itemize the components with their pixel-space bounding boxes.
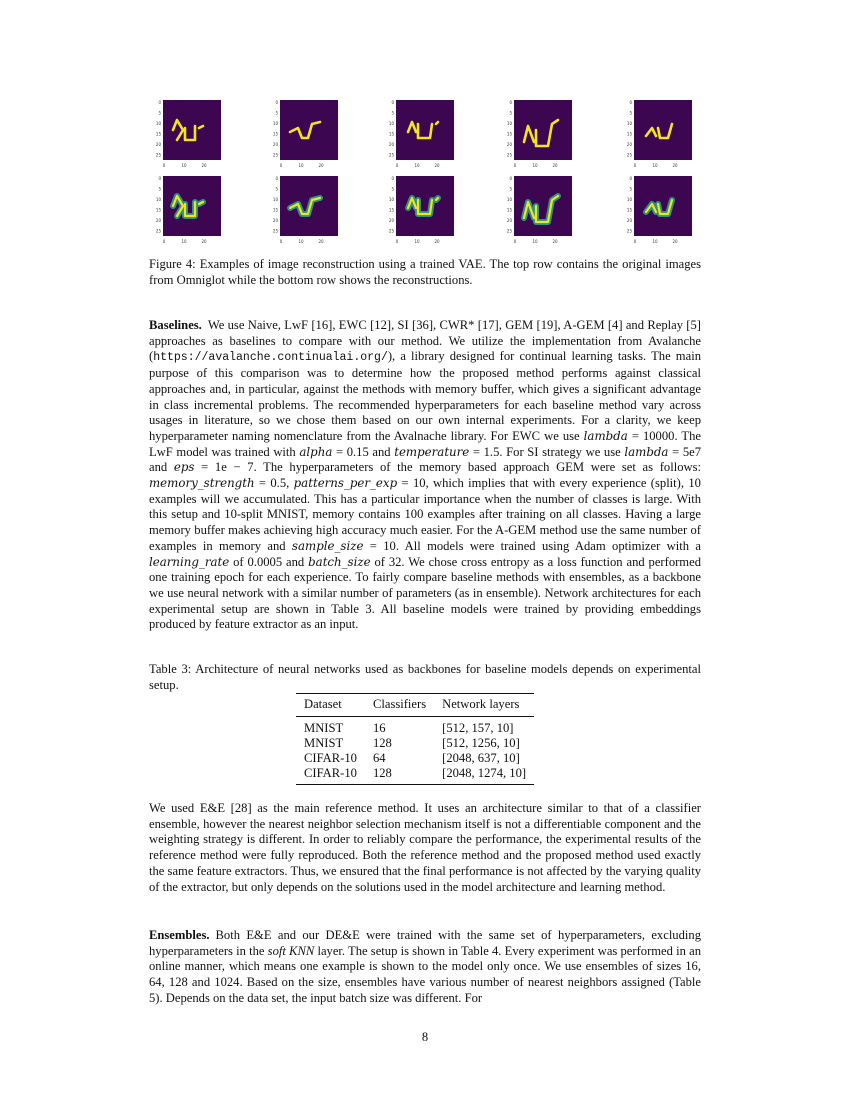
table-cell: [512, 157, 10]: [442, 721, 514, 735]
ensembles-heading: Ensembles.: [149, 928, 210, 942]
text-run: = 1.5. For SI strategy we use: [469, 444, 625, 459]
x-tick-label: 20: [318, 239, 324, 244]
text-run: = 5e7 and: [149, 444, 702, 475]
y-tick-label: 20: [626, 142, 632, 147]
x-tick-label: 10: [652, 239, 658, 244]
figure-caption: Figure 4: Examples of image reconstruction using a trained VAE. The top row contains the original images from Omniglot while the bottom row shows the reconstructions.: [149, 257, 701, 287]
text-run: of 0.0005 and: [229, 554, 309, 569]
math-var: batch_size: [308, 554, 371, 569]
y-tick-label: 10: [155, 121, 161, 126]
text-run: We use Naive, LwF [16], EWC [12], SI [36], CWR* [17], GEM [19], A-GEM [4] and Replay [5] approaches as baselines to compare with our method. We utilize the implementation from Avalanche (: [149, 318, 701, 364]
x-tick-label: 20: [434, 163, 440, 168]
y-tick-label: 15: [155, 131, 161, 137]
page-number: 8: [421, 1030, 429, 1044]
y-tick-label: 25: [155, 152, 161, 158]
x-tick-label: 0: [279, 239, 283, 244]
y-tick-label: 10: [626, 197, 632, 202]
y-tick-label: 10: [155, 197, 161, 202]
y-tick-label: 25: [272, 152, 278, 158]
y-tick-label: 15: [388, 131, 394, 137]
y-tick-label: 5: [629, 186, 632, 192]
x-tick-label: 0: [162, 239, 166, 244]
y-tick-label: 20: [388, 142, 394, 147]
x-tick-label: 20: [201, 239, 207, 244]
x-tick-label: 0: [395, 239, 399, 244]
y-tick-label: 20: [388, 218, 394, 223]
y-tick-label: 5: [391, 110, 394, 116]
image-background: [514, 176, 572, 236]
x-tick-label: 0: [162, 163, 166, 168]
x-tick-label: 10: [298, 163, 304, 168]
x-tick-label: 10: [181, 239, 187, 244]
y-tick-label: 15: [272, 207, 278, 213]
text-run: = 10000. The LwF model was trained with: [149, 428, 701, 459]
col-classifiers-header: Classifiers: [372, 697, 427, 711]
y-tick-label: 0: [275, 100, 278, 105]
original-image-1: [155, 100, 227, 168]
table-cell: CIFAR-10: [304, 766, 357, 780]
x-tick-label: 0: [395, 163, 399, 168]
y-tick-label: 0: [391, 100, 394, 105]
reconstruction-image-2: [272, 176, 344, 244]
table-row: [296, 736, 534, 751]
y-tick-label: 15: [506, 131, 512, 137]
table-cell: 128: [372, 736, 392, 750]
math-var: lambda: [583, 428, 628, 443]
image-background: [396, 176, 454, 236]
y-tick-label: 20: [626, 218, 632, 223]
text-run: Both E&E and our DE&E were trained with the same set of hyperparameters, excluding hyperparameters in the: [149, 928, 701, 958]
text-run: = 0.15 and: [332, 444, 395, 459]
y-tick-label: 0: [629, 176, 632, 181]
y-tick-label: 25: [155, 228, 161, 234]
table-cell: [2048, 637, 10]: [442, 751, 520, 765]
baselines-paragraph: [149, 318, 701, 633]
table-cell: CIFAR-10: [304, 751, 357, 765]
text-run: layer. The setup is shown in Table 4. Every experiment was performed in an online manner, which means one example is shown to the model only once. We use ensembles of sizes 16, 64, 128 and 1024. Based on the size, ensembles have various number of nearest neighbors assigned (Table 5). Depends on the data set, the input batch size was different. For: [149, 943, 702, 1005]
original-image-3: [388, 100, 460, 168]
math-var: patterns_per_exp: [293, 476, 398, 491]
image-background: [634, 100, 692, 160]
image-background: [634, 176, 692, 236]
y-tick-label: 25: [388, 228, 394, 234]
text-run: = 10, which implies that with every experience (split), 10 examples will we accumulated. This has a particular importance when the number of classes is large. With this setup and 10-split MNIST, memory contains 100 examples after training on all classes. Having a large memory buffer makes achieving high accuracy much easier. For the A-GEM method use the same number of examples in memory and: [149, 476, 701, 553]
math-var: alpha: [299, 444, 333, 459]
x-tick-label: 0: [633, 239, 637, 244]
table-cell: 128: [372, 766, 392, 780]
y-tick-label: 25: [388, 152, 394, 158]
y-tick-label: 5: [509, 186, 512, 192]
y-tick-label: 15: [626, 131, 632, 137]
math-var: lambda: [624, 444, 669, 459]
table-cell: MNIST: [304, 721, 344, 735]
x-tick-label: 20: [318, 163, 324, 168]
text-run: of 32. We chose cross entropy as a loss function and performed one training epoch for each experience. To fairly compare baseline methods with ensembles, as a backbone we use neural network with a similar number of parameters (as in ensemble). Network architectures for each experimental setup are shown in Table 3. All baseline models were trained by providing embeddings produced by feature extractor as an input.: [149, 554, 701, 632]
y-tick-label: 25: [506, 228, 512, 234]
math-var: sample_size: [291, 538, 364, 553]
y-tick-label: 25: [626, 152, 632, 158]
table-cell: [512, 1256, 10]: [442, 736, 520, 750]
image-background: [396, 100, 454, 160]
x-tick-label: 10: [414, 163, 420, 168]
col-dataset-header: Dataset: [304, 697, 342, 711]
original-image-4: [506, 100, 578, 168]
original-image-2: [272, 100, 344, 168]
original-image-5: [626, 100, 698, 168]
reconstruction-image-4: [506, 176, 578, 244]
y-tick-label: 10: [272, 197, 278, 202]
x-tick-label: 10: [532, 239, 538, 244]
ensembles-paragraph: [149, 928, 701, 1007]
y-tick-label: 10: [626, 121, 632, 126]
x-tick-label: 10: [652, 163, 658, 168]
y-tick-label: 5: [275, 186, 278, 192]
x-tick-label: 0: [279, 163, 283, 168]
y-tick-label: 0: [509, 176, 512, 181]
avalanche-url: https://avalanche.continualai.org/: [153, 351, 388, 365]
table-header-row: [296, 694, 534, 717]
y-tick-label: 20: [506, 218, 512, 223]
text-run: = 0.5,: [254, 476, 294, 491]
y-tick-label: 15: [506, 207, 512, 213]
table-row: [296, 766, 534, 785]
x-tick-label: 10: [181, 163, 187, 168]
table-cell: [2048, 1274, 10]: [442, 766, 527, 780]
y-tick-label: 5: [509, 110, 512, 116]
baselines-heading: Baselines.: [149, 318, 202, 332]
x-tick-label: 10: [414, 239, 420, 244]
table-row: [296, 751, 534, 766]
y-tick-label: 0: [158, 176, 161, 181]
y-tick-label: 5: [158, 110, 161, 116]
reconstruction-image-3: [388, 176, 460, 244]
y-tick-label: 25: [506, 152, 512, 158]
image-background: [514, 100, 572, 160]
y-tick-label: 15: [272, 131, 278, 137]
x-tick-label: 20: [672, 239, 678, 244]
x-tick-label: 20: [552, 239, 558, 244]
table-cell: MNIST: [304, 736, 344, 750]
y-tick-label: 10: [506, 121, 512, 126]
x-tick-label: 20: [201, 163, 207, 168]
x-tick-label: 20: [672, 163, 678, 168]
y-tick-label: 5: [158, 186, 161, 192]
ee-paragraph: We used E&E [28] as the main reference method. It uses an architecture similar to that of a classifier ensemble, however the nearest neighbor selection mechanism itself is not a differentiable component and the weighting strategy is different. In order to reliably compare the performance, the experimental results of the reference method were fully reproduced. Both the reference method and the proposed method used exactly the same feature extractors. Thus, we ensured that the final performance is not affected by the varying quality of the extractor, but only depends on the solutions used in the model architecture and learning method.: [149, 801, 701, 894]
y-tick-label: 10: [506, 197, 512, 202]
table-3: [296, 693, 534, 785]
y-tick-label: 5: [391, 186, 394, 192]
y-tick-label: 20: [155, 218, 161, 223]
y-tick-label: 10: [388, 197, 394, 202]
y-tick-label: 20: [155, 142, 161, 147]
y-tick-label: 10: [272, 121, 278, 126]
soft-knn-term: soft KNN: [267, 943, 315, 958]
y-tick-label: 5: [629, 110, 632, 116]
table-cell: 16: [372, 721, 386, 735]
x-tick-label: 0: [513, 163, 517, 168]
y-tick-label: 15: [155, 207, 161, 213]
y-tick-label: 0: [629, 100, 632, 105]
x-tick-label: 10: [532, 163, 538, 168]
x-tick-label: 0: [633, 163, 637, 168]
y-tick-label: 25: [272, 228, 278, 234]
y-tick-label: 0: [275, 176, 278, 181]
reconstruction-image-1: [155, 176, 227, 244]
math-var: memory_strength: [149, 476, 255, 491]
text-run: = 10. All models were trained using Adam optimizer with a: [363, 538, 701, 553]
y-tick-label: 0: [391, 176, 394, 181]
table-cell: 64: [372, 751, 386, 765]
text-run: = 1e − 7. The hyperparameters of the memory based approach GEM were set as follows:: [194, 460, 701, 475]
y-tick-label: 20: [272, 218, 278, 223]
table-3-caption: Table 3: Architecture of neural networks used as backbones for baseline models depends on experimental setup.: [149, 662, 701, 692]
x-tick-label: 20: [434, 239, 440, 244]
math-var: temperature: [394, 444, 470, 459]
image-background: [163, 100, 221, 160]
y-tick-label: 10: [388, 121, 394, 126]
text-run: ), a library designed for continual learning tasks. The main purpose of this comparison was to determine how the proposed method performs against classical approaches and, in particular, against the methods with memory buffer, which gives a significant advantage in class incremental problems. The recommended hyperparameters for each baseline method vary across usages in literature, so we chose them based on our own internal experiments. For a clarity, we keep hyperparameter naming nomenclature from the Avalnache library. For EWC we use: [149, 349, 701, 443]
y-tick-label: 20: [272, 142, 278, 147]
y-tick-label: 0: [509, 100, 512, 105]
y-tick-label: 20: [506, 142, 512, 147]
math-var: eps: [173, 460, 195, 475]
x-tick-label: 0: [513, 239, 517, 244]
table-row: [296, 717, 534, 737]
x-tick-label: 20: [552, 163, 558, 168]
figure-4: [140, 96, 710, 250]
math-var: learning_rate: [149, 554, 230, 569]
y-tick-label: 25: [626, 228, 632, 234]
col-network-layers-header: Network layers: [442, 697, 520, 711]
y-tick-label: 5: [275, 110, 278, 116]
x-tick-label: 10: [298, 239, 304, 244]
reconstruction-image-5: [626, 176, 698, 244]
y-tick-label: 0: [158, 100, 161, 105]
y-tick-label: 15: [388, 207, 394, 213]
y-tick-label: 15: [626, 207, 632, 213]
